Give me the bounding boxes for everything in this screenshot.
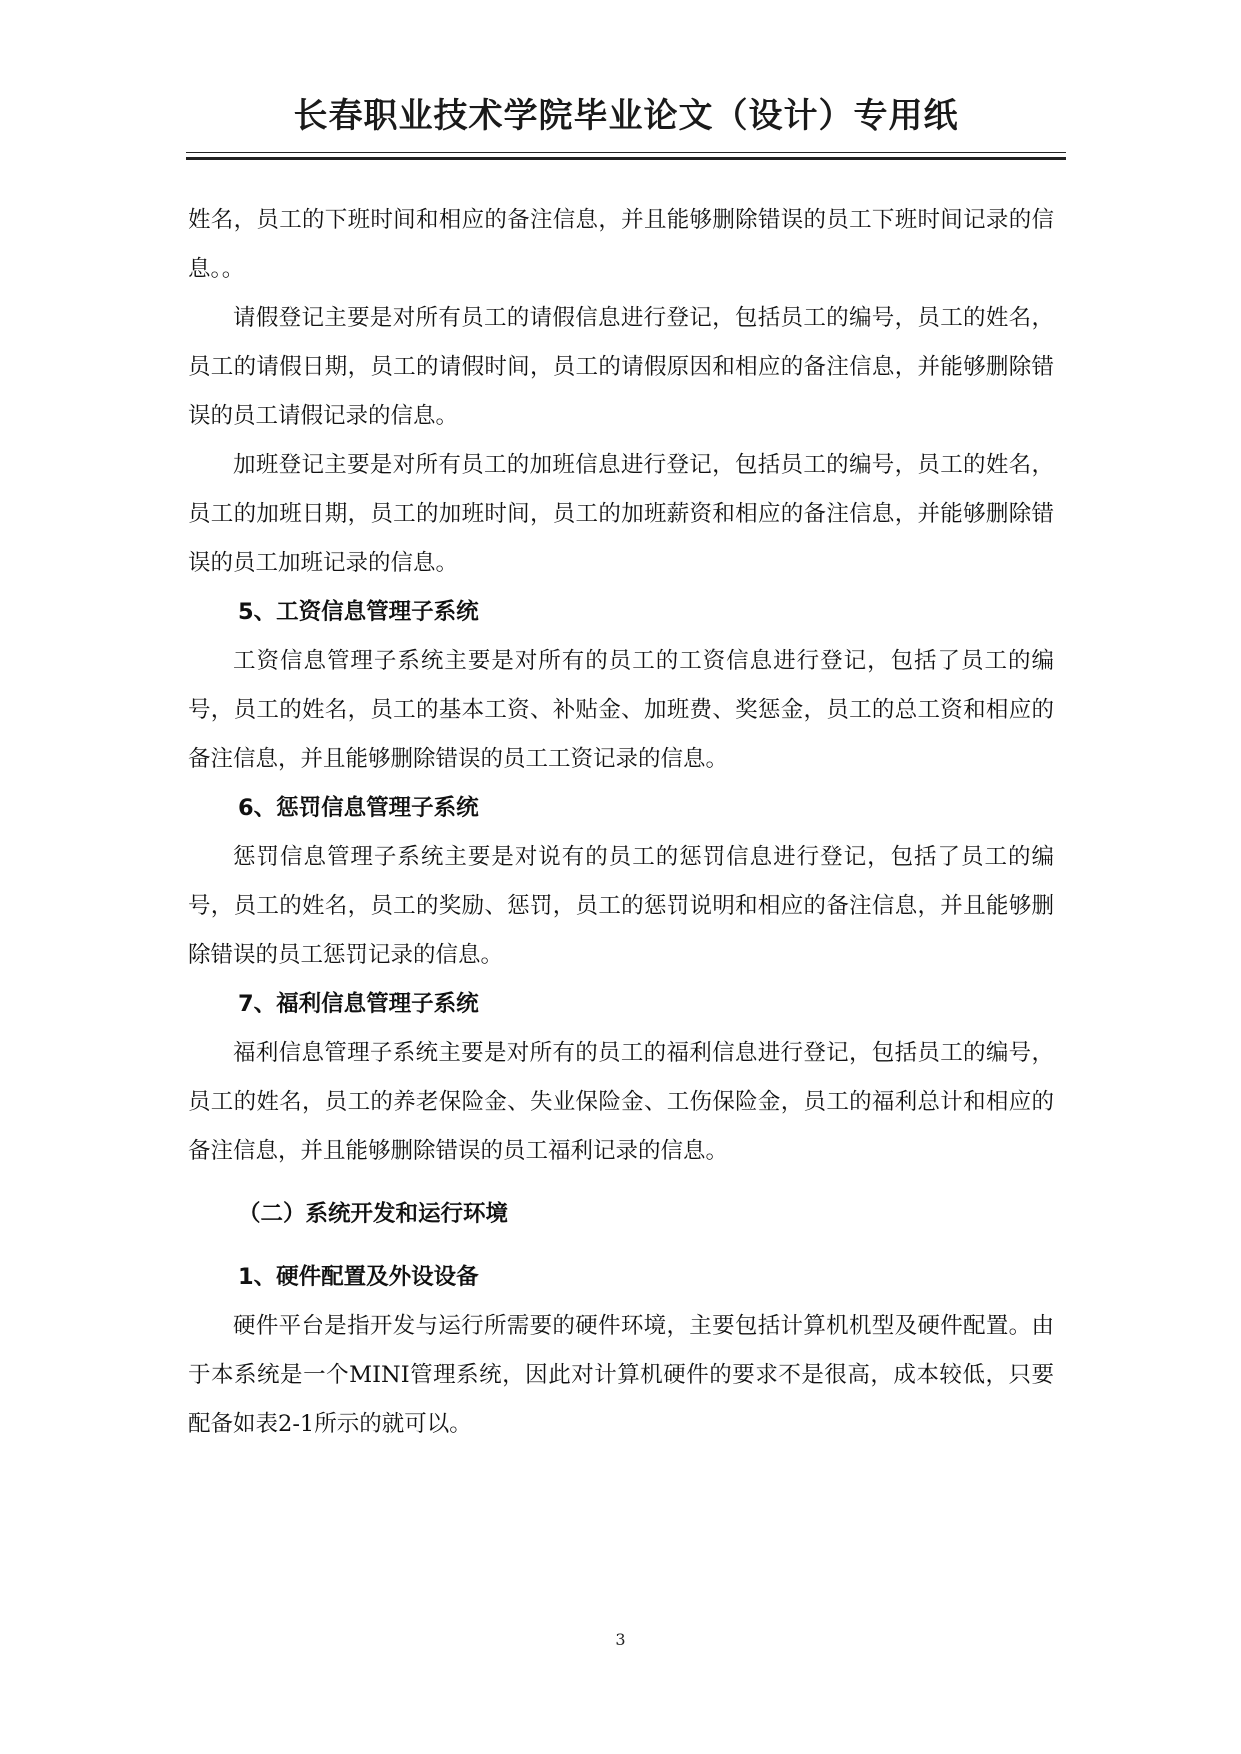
header-rule-thin xyxy=(186,152,1066,153)
heading-penalty-subsystem: 6、惩罚信息管理子系统 xyxy=(238,795,479,821)
paragraph-welfare-subsystem: 福利信息管理子系统主要是对所有的员工的福利信息进行登记，包括员工的编号，员工的姓名，员工的养老保险金、失业保险金、工伤保险金，员工的福利总计和相应的备注信息，并且能够删除错误的员工福利记录的信息。 xyxy=(188,1040,1054,1164)
paragraph-penalty-subsystem: 惩罚信息管理子系统主要是对说有的员工的惩罚信息进行登记，包括了员工的编号，员工的姓名，员工的奖励、惩罚，员工的惩罚说明和相应的备注信息，并且能够删除错误的员工惩罚记录的信息。 xyxy=(188,844,1054,968)
paragraph-continuation: 姓名，员工的下班时间和相应的备注信息，并且能够删除错误的员工下班时间记录的信息。。 xyxy=(188,207,1054,282)
heading-salary-subsystem: 5、工资信息管理子系统 xyxy=(238,599,479,625)
paragraph-overtime-registration: 加班登记主要是对所有员工的加班信息进行登记，包括员工的编号，员工的姓名，员工的加班日期，员工的加班时间，员工的加班薪资和相应的备注信息，并能够删除错误的员工加班记录的信息。 xyxy=(188,452,1054,576)
paragraph-leave-registration: 请假登记主要是对所有员工的请假信息进行登记，包括员工的编号，员工的姓名，员工的请假日期，员工的请假时间，员工的请假原因和相应的备注信息，并能够删除错误的员工请假记录的信息。 xyxy=(188,305,1054,429)
section-heading-environment: （二）系统开发和运行环境 xyxy=(238,1201,509,1227)
document-body xyxy=(188,196,1054,1449)
paragraph-hardware: 硬件平台是指开发与运行所需要的硬件环境，主要包括计算机机型及硬件配置。由于本系统是一个MINI管理系统，因此对计算机硬件的要求不是很高，成本较低，只要配备如表2-1所示的就可以。 xyxy=(188,1313,1054,1437)
heading-welfare-subsystem: 7、福利信息管理子系统 xyxy=(238,991,479,1017)
paragraph-salary-subsystem: 工资信息管理子系统主要是对所有的员工的工资信息进行登记，包括了员工的编号，员工的姓名，员工的基本工资、补贴金、加班费、奖惩金，员工的总工资和相应的备注信息，并且能够删除错误的员工工资记录的信息。 xyxy=(188,648,1054,772)
page-header-title: 长春职业技术学院毕业论文（设计）专用纸 xyxy=(293,96,959,136)
heading-hardware: 1、硬件配置及外设设备 xyxy=(238,1264,479,1290)
header-rule-thick xyxy=(186,157,1066,160)
page-number: 3 xyxy=(615,1630,626,1649)
